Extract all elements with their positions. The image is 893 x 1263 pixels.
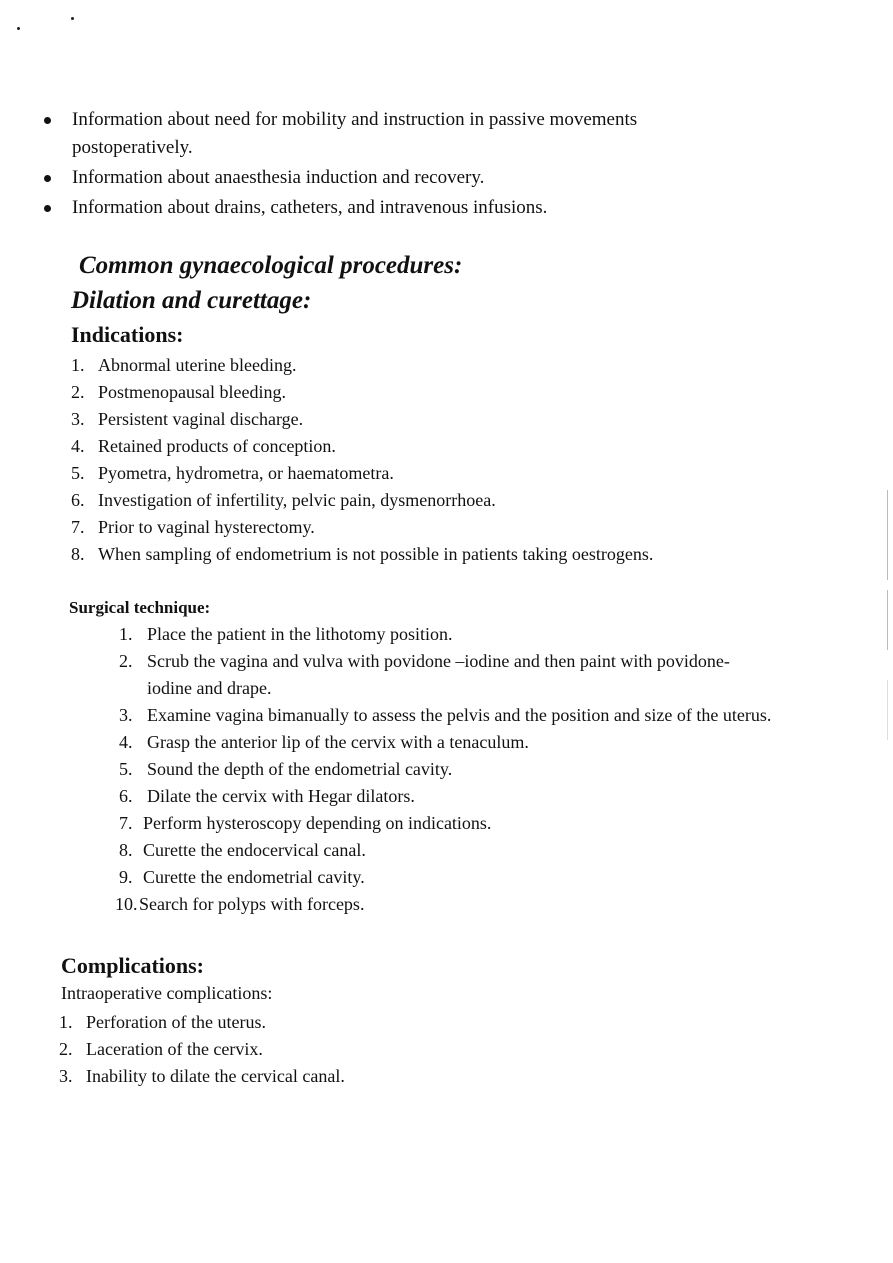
item-text: Dilate the cervix with Hegar dilators.: [147, 786, 415, 806]
item-number: 2.: [119, 651, 133, 671]
item-text: Abnormal uterine bleeding.: [98, 355, 297, 375]
item-text: Scrub the vagina and vulva with povidone –iodine and then paint with povidone-iodine and drape.: [147, 651, 730, 698]
list-item: [71, 460, 861, 487]
item-number: 1.: [119, 624, 133, 644]
item-text: Curette the endocervical canal.: [143, 840, 366, 860]
item-number: 8.: [71, 544, 85, 564]
list-item: [59, 1036, 659, 1063]
list-item: [119, 729, 799, 756]
item-number: 4.: [71, 436, 85, 456]
item-text: Curette the endometrial cavity.: [143, 867, 365, 887]
bullet-text: Information about need for mobility and instruction in passive movements postoperatively.: [72, 109, 638, 158]
item-text: Retained products of conception.: [98, 436, 336, 456]
item-number: 3.: [119, 705, 133, 725]
scan-edge-line: [887, 490, 888, 580]
scan-edge-line: [887, 680, 888, 740]
item-number: 3.: [71, 409, 85, 429]
item-text: Place the patient in the lithotomy position.: [147, 624, 453, 644]
item-text: Persistent vaginal discharge.: [98, 409, 304, 429]
item-text: Sound the depth of the endometrial cavity.: [147, 759, 453, 779]
item-number: 10.: [115, 894, 138, 914]
list-item: [71, 406, 861, 433]
item-text: Prior to vaginal hysterectomy.: [98, 517, 315, 537]
technique-list: [115, 621, 799, 918]
complications-subheading: Intraoperative complications:: [61, 983, 273, 1003]
bullet-icon: [44, 117, 51, 124]
list-item: [119, 621, 799, 648]
item-number: 6.: [71, 490, 85, 510]
scan-edge-line: [887, 590, 888, 650]
bullet-text: Information about anaesthesia induction and recovery.: [72, 167, 485, 188]
item-number: 7.: [71, 517, 85, 537]
item-number: 5.: [71, 463, 85, 483]
list-item: [119, 837, 799, 864]
item-text: Search for polyps with forceps.: [139, 894, 365, 914]
list-item: [71, 379, 861, 406]
scan-speck: [17, 27, 20, 30]
item-text: Inability to dilate the cervical canal.: [86, 1066, 345, 1086]
list-item: [119, 702, 799, 729]
complications-list: [59, 1009, 659, 1090]
item-text: Perform hysteroscopy depending on indications.: [143, 813, 492, 833]
bullet-item: [40, 106, 722, 162]
bullet-text: Information about drains, catheters, and intravenous infusions.: [72, 197, 548, 218]
list-item: [119, 864, 799, 891]
item-text: Examine vagina bimanually to assess the pelvis and the position and size of the uterus.: [147, 705, 772, 725]
item-text: Postmenopausal bleeding.: [98, 382, 286, 402]
list-item: [119, 810, 799, 837]
bullet-item: [40, 194, 860, 222]
list-item: [71, 352, 861, 379]
item-text: Laceration of the cervix.: [86, 1039, 263, 1059]
list-item: [119, 648, 799, 702]
list-item: [119, 783, 799, 810]
complications-heading: Complications:: [61, 953, 204, 978]
item-text: Perforation of the uterus.: [86, 1012, 266, 1032]
section-title: Common gynaecological procedures:: [79, 252, 463, 279]
bullet-item: [40, 164, 860, 192]
list-item: [115, 891, 799, 918]
item-text: Pyometra, hydrometra, or haematometra.: [98, 463, 394, 483]
item-number: 5.: [119, 759, 133, 779]
list-item: [119, 756, 799, 783]
list-item: [71, 514, 861, 541]
list-item: [59, 1009, 659, 1036]
indications-list: [71, 352, 861, 568]
item-number: 4.: [119, 732, 133, 752]
item-number: 1.: [59, 1012, 73, 1032]
technique-heading: Surgical technique:: [69, 598, 211, 617]
item-text: Grasp the anterior lip of the cervix with a tenaculum.: [147, 732, 529, 752]
list-item: [71, 487, 861, 514]
item-number: 2.: [71, 382, 85, 402]
item-text: Investigation of infertility, pelvic pain, dysmenorrhoea.: [98, 490, 496, 510]
bullet-icon: [44, 175, 51, 182]
item-number: 3.: [59, 1066, 73, 1086]
scan-speck: [71, 17, 74, 20]
item-number: 7.: [119, 813, 133, 833]
bullet-list: [40, 106, 860, 224]
procedure-title: Dilation and curettage:: [71, 287, 312, 314]
item-number: 8.: [119, 840, 133, 860]
list-item: [59, 1063, 659, 1090]
bullet-icon: [44, 205, 51, 212]
item-text: When sampling of endometrium is not possible in patients taking oestrogens.: [98, 544, 654, 564]
list-item: [71, 541, 861, 568]
item-number: 2.: [59, 1039, 73, 1059]
item-number: 9.: [119, 867, 133, 887]
item-number: 1.: [71, 355, 85, 375]
list-item: [71, 433, 861, 460]
indications-heading: Indications:: [71, 322, 184, 347]
item-number: 6.: [119, 786, 133, 806]
